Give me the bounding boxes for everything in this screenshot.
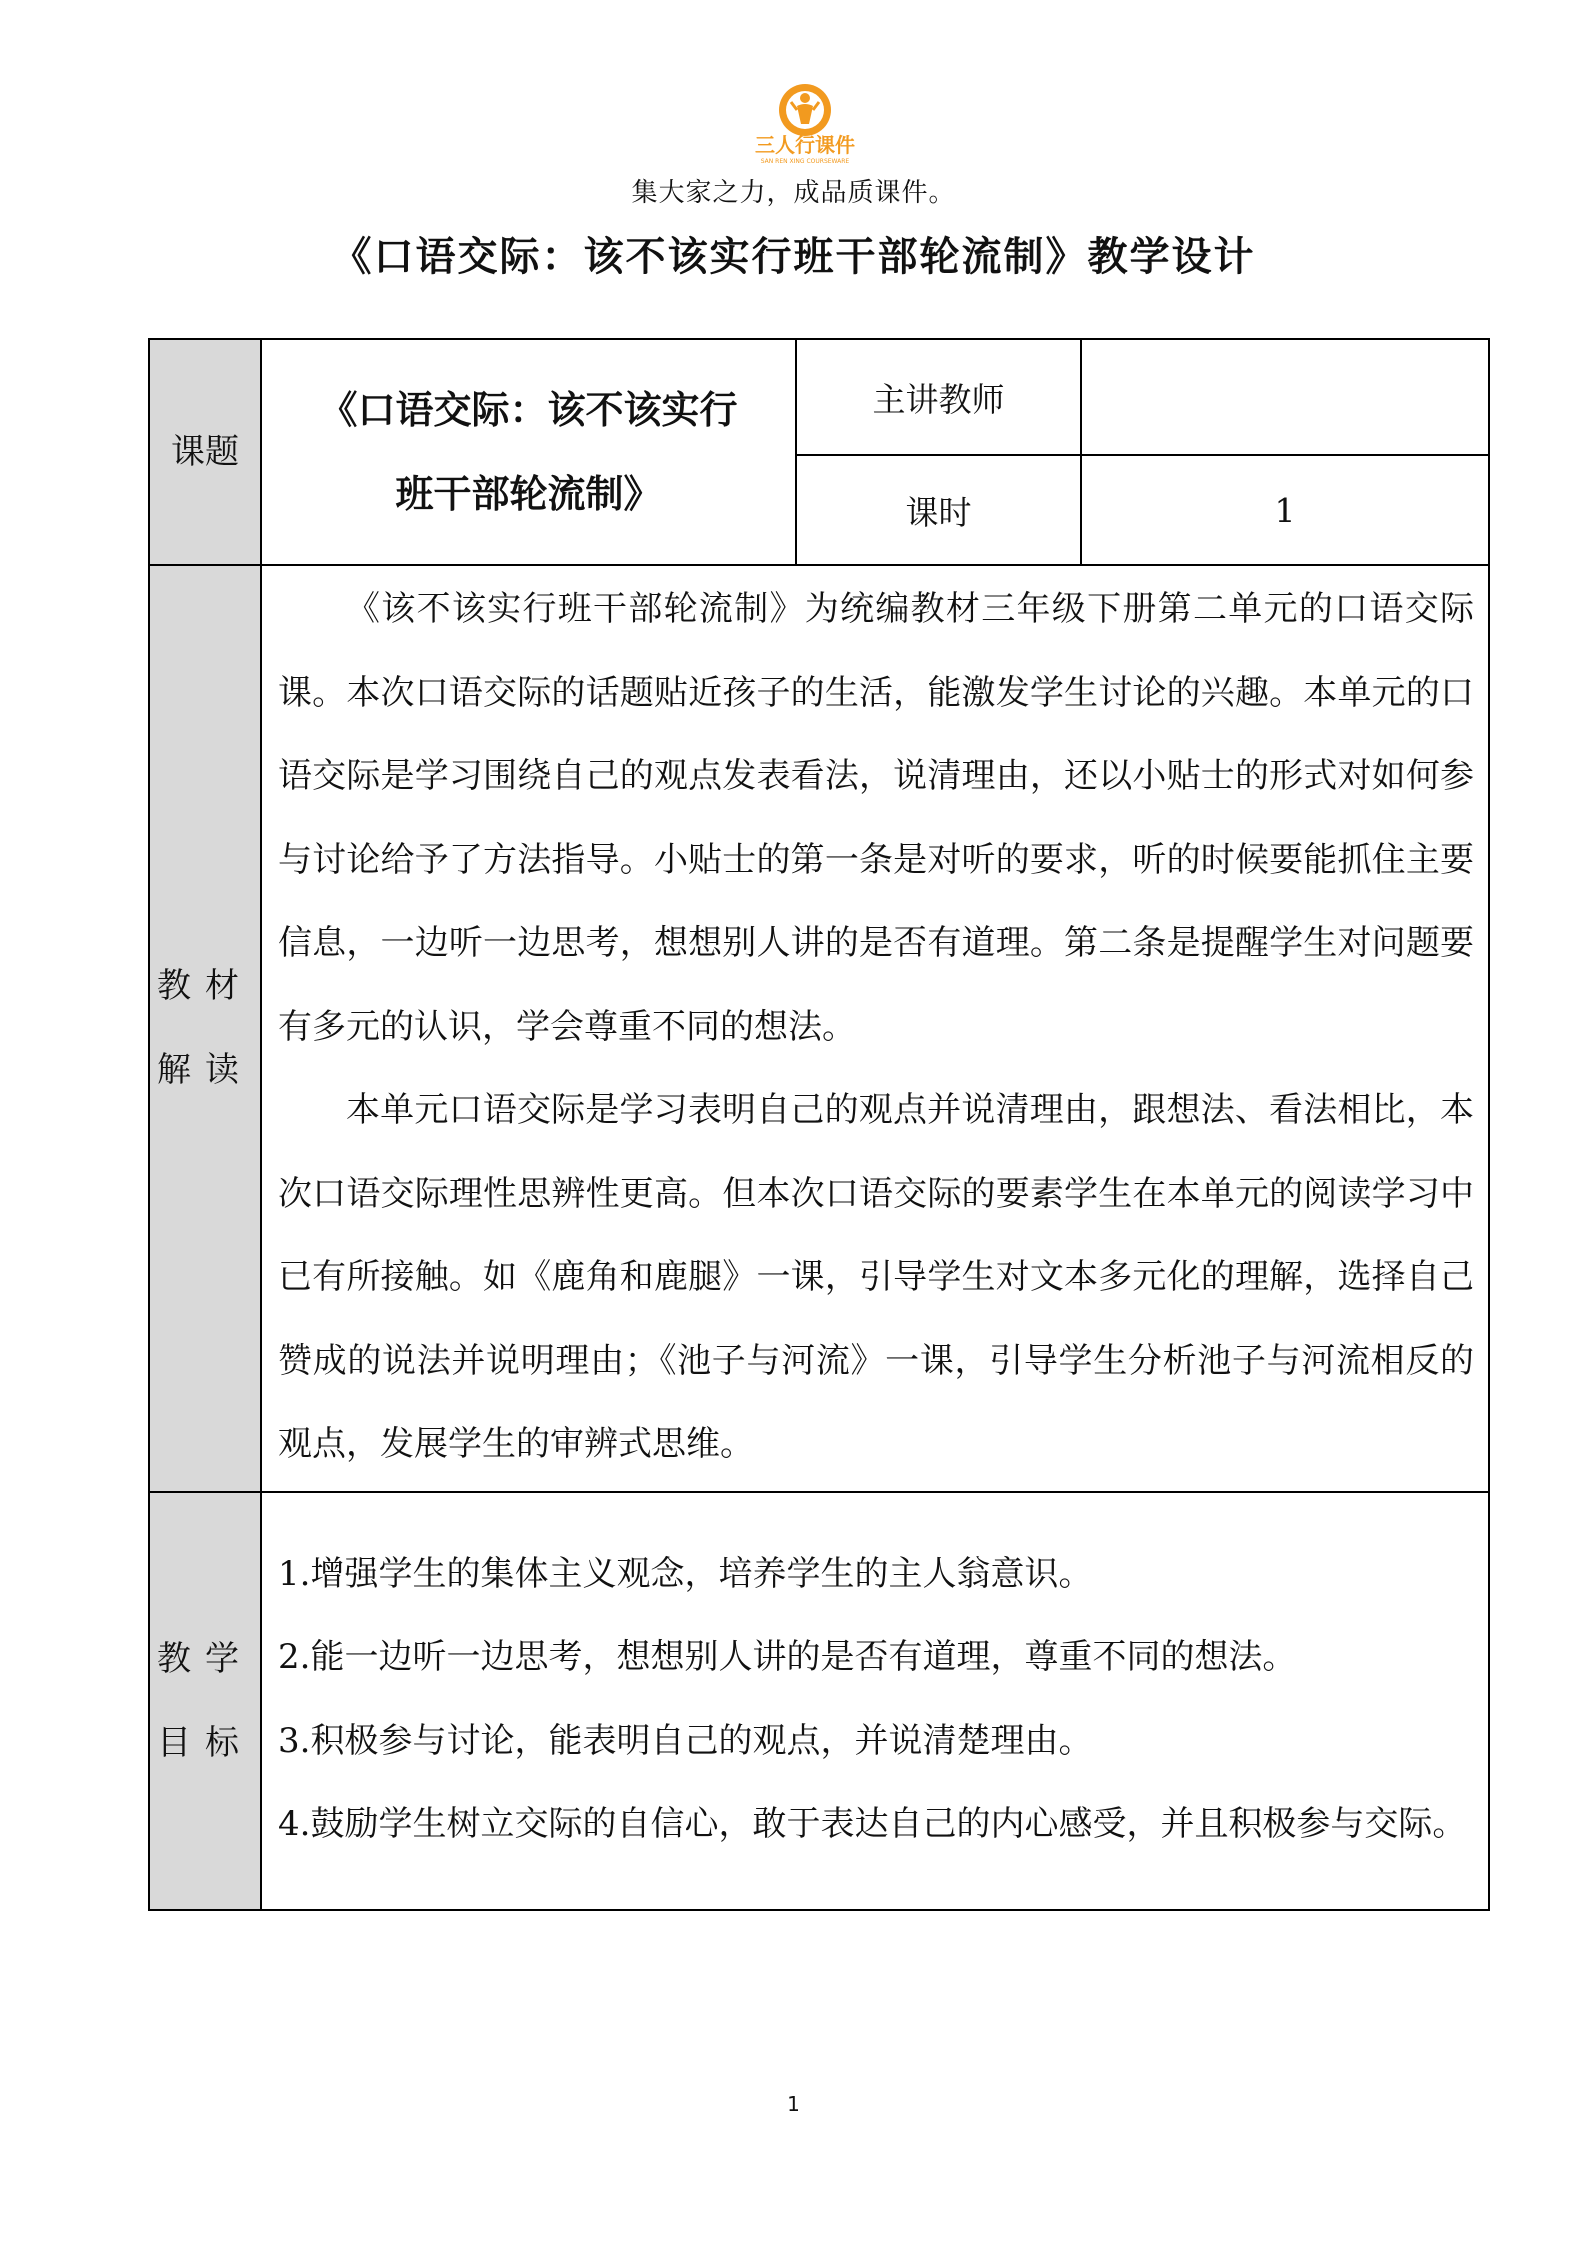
page-number: 1 xyxy=(787,2092,800,2116)
goal-item: 2.能一边听一边思考，想想别人讲的是否有道理，尊重不同的想法。 xyxy=(278,1637,1297,1677)
goals-label-cell xyxy=(149,1492,261,1910)
logo-text: 三人行课件 xyxy=(755,133,855,157)
material-content xyxy=(261,565,1489,1492)
teacher-value xyxy=(1081,339,1489,455)
hours-label: 课时 xyxy=(796,455,1081,565)
topic-value-line1: 《口语交际：该不该实行 xyxy=(319,387,738,432)
goals-label-line2: 目标 xyxy=(157,1722,253,1763)
topic-label: 课题 xyxy=(171,432,239,472)
goal-item: 1.增强学生的集体主义观念，培养学生的主人翁意识。 xyxy=(278,1553,1093,1594)
topic-label-cell xyxy=(149,339,261,565)
goal-item: 4.鼓励学生树立交际的自信心，敢于表达自己的内心感受，并且积极参与交际。 xyxy=(278,1804,1467,1844)
tagline: 集大家之力，成品质课件。 xyxy=(631,178,956,208)
hours-value: 1 xyxy=(1081,455,1489,565)
table-row xyxy=(149,1492,1489,1910)
lesson-plan-table xyxy=(148,338,1490,1911)
material-label-line2: 解读 xyxy=(157,1050,253,1091)
document-title: 《口语交际：该不该实行班干部轮流制》教学设计 xyxy=(331,233,1256,280)
goals-label-line1: 教学 xyxy=(157,1638,253,1679)
logo xyxy=(735,80,875,166)
topic-value-cell xyxy=(261,339,796,565)
goals-content xyxy=(261,1492,1489,1910)
topic-value-line2: 班干部轮流制》 xyxy=(395,471,662,516)
teacher-label: 主讲教师 xyxy=(796,339,1081,455)
goal-item: 3.积极参与讨论，能表明自己的观点，并说清楚理由。 xyxy=(278,1720,1093,1761)
logo-subtext: SAN REN XING COURSEWARE xyxy=(760,158,850,165)
material-label-cell xyxy=(149,565,261,1492)
material-paragraph: 本单元口语交际是学习表明自己的观点并说清理由，跟想法、看法相比，本次口语交际理性思辨性更高。但本次口语交际的要素学生在本单元的阅读学习中已有所接触。如《鹿角和鹿腿》一课，引导学生对文本多元化的理解，选择自己赞成的说法并说明理由；《池子与河流》一课，引导学生分析池子与河流相反的观点，发展学生的审辨式思维。 xyxy=(278,1090,1474,1464)
material-label-line1: 教材 xyxy=(157,966,253,1007)
table-row xyxy=(149,565,1489,1492)
material-paragraph: 《该不该实行班干部轮流制》为统编教材三年级下册第二单元的口语交际课。本次口语交际的话题贴近孩子的生活，能激发学生讨论的兴趣。本单元的口语交际是学习围绕自己的观点发表看法，说清理由，还以小贴士的形式对如何参与讨论给予了方法指导。小贴士的第一条是对听的要求，听的时候要能抓住主要信息，一边听一边思考，想想别人讲的是否有道理。第二条是提醒学生对问题要有多元的认识，学会尊重不同的想法。 xyxy=(278,589,1474,1047)
table-row xyxy=(149,339,1489,455)
